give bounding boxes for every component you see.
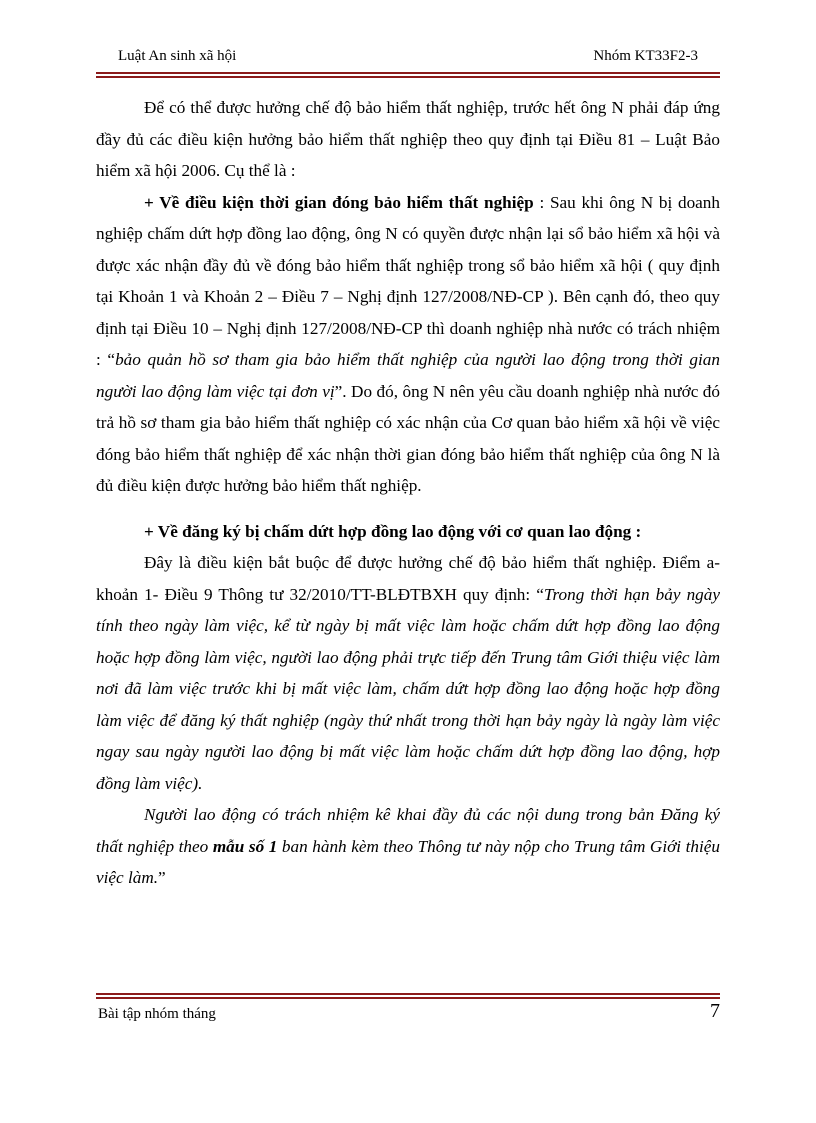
paragraph-registration-heading	[96, 516, 720, 548]
footer-label: Bài tập nhóm tháng	[98, 1006, 216, 1022]
paragraph-registration	[96, 547, 720, 799]
footer-divider	[96, 993, 720, 999]
page-header	[118, 48, 698, 72]
time-condition-text-b: ”. Do đó, ông N nên yêu cầu doanh nghiệp nhà nước đó trả hồ sơ tham gia bảo hiểm thất nghiệp có xác nhận của Cơ quan bảo hiểm xã hội về việc đóng bảo hiểm thất nghiệp để xác nhận thời gian đóng bảo hiểm thất nghiệp của ông N là đủ điều kiện được hưởng bảo hiểm thất nghiệp.	[96, 381, 720, 495]
intro-text: Để có thể được hưởng chế độ bảo hiểm thất nghiệp, trước hết ông N phải đáp ứng đầy đủ các điều kiện hưởng bảo hiểm thất nghiệp theo quy định tại Điều 81 – Luật Bảo hiểm xã hội 2006. Cụ thể là :	[96, 98, 720, 180]
registration-text: Đây là điều kiện bắt buộc để được hưởng chế độ bảo hiểm thất nghiệp. Điểm a- khoản 1- Điều 9 Thông tư 32/2010/TT-BLĐTBXH quy định: “	[96, 553, 720, 604]
registration-heading: + Về đăng ký bị chấm dứt hợp đồng lao động với cơ quan lao động :	[144, 521, 642, 541]
registration-quote: Trong thời hạn bảy ngày tính theo ngày làm việc, kể từ ngày bị mất việc làm hoặc chấm dứt hợp đồng lao động hoặc hợp đồng làm việc, người lao động phải trực tiếp đến Trung tâm Giới thiệu việc làm nơi đã làm việc trước khi bị mất việc làm, chấm dứt hợp đồng lao động hoặc hợp đồng làm việc để đăng ký thất nghiệp (ngày thứ nhất trong thời hạn bảy ngày là ngày làm việc ngay sau ngày người lao động bị mất việc làm hoặc chấm dứt hợp đồng lao động, hợp đồng làm việc).	[96, 584, 720, 793]
page-number: 7	[710, 1000, 720, 1022]
form-number: mẫu số 1	[212, 836, 278, 856]
closing-quote: ”	[158, 868, 166, 887]
page-body	[96, 92, 720, 894]
header-group-name: Nhóm KT33F2-3	[593, 48, 698, 64]
header-divider	[96, 72, 720, 78]
declaration-text-a: Người lao động có trách nhiệm kê khai đầy đủ các nội dung trong bản Đăng ký thất nghiệp theo	[96, 805, 720, 856]
paragraph-declaration	[96, 799, 720, 894]
header-course-title: Luật An sinh xã hội	[118, 48, 237, 64]
time-condition-heading: + Về điều kiện thời gian đóng bảo hiểm thất nghiệp	[144, 192, 534, 212]
declaration-text-b: ban hành kèm theo Thông tư này nộp cho Trung tâm Giới thiệu việc làm.	[96, 836, 721, 887]
time-condition-text-a: : Sau khi ông N bị doanh nghiệp chấm dứt hợp đồng lao động, ông N có quyền được nhận lại sổ bảo hiểm xã hội và được xác nhận đầy đủ về đóng bảo hiểm thất nghiệp trong sổ bảo hiểm xã hội ( quy định tại Khoản 1 và Khoản 2 – Điều 7 – Nghị định 127/2008/NĐ-CP ). Bên cạnh đó, theo quy định tại Điều 10 – Nghị định 127/2008/NĐ-CP thì doanh nghiệp nhà nước có trách nhiệm : “	[96, 192, 720, 369]
paragraph-time-condition	[96, 187, 720, 502]
paragraph-intro	[96, 92, 720, 187]
time-condition-quote: bảo quản hồ sơ tham gia bảo hiểm thất nghiệp của người lao động trong thời gian người lao động làm việc tại đơn vị	[96, 350, 720, 401]
